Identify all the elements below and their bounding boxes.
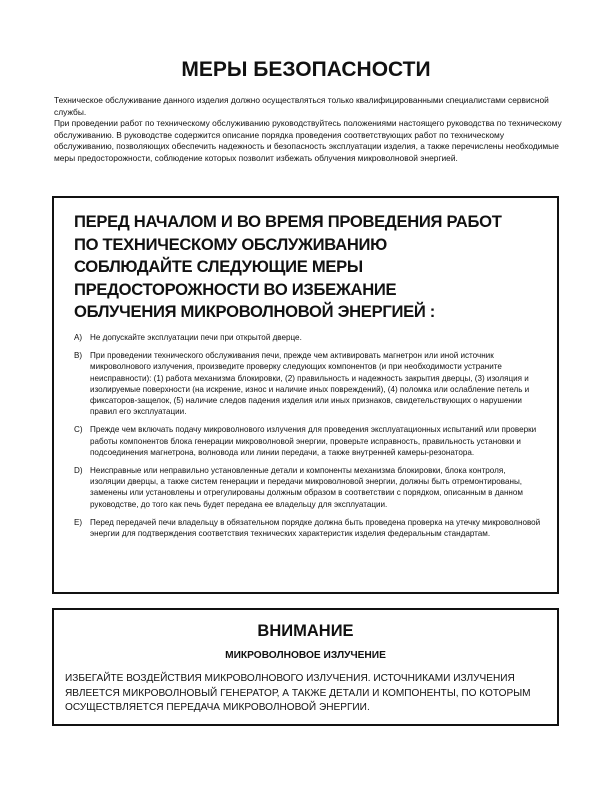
precaution-item-c (74, 424, 542, 458)
attention-text: ИЗБЕГАЙТЕ ВОЗДЕЙСТВИЯ МИКРОВОЛНОВОГО ИЗЛУЧЕНИЯ. ИСТОЧНИКАМИ ИЗЛУЧЕНИЯ ЯВЛЕЕТСЯ МИКРОВОЛНОВЫЙ ГЕНЕРАТОР, А ТАКЖЕ ДЕТАЛИ И КОМПОНЕНТЫ, ПО КОТОРЫМ ОСУЩЕСТВЛЯЕТСЯ ПЕРЕДАЧА МИКРОВОЛНОВОЙ ЭНЕРГИИ. (65, 673, 531, 713)
item-text: Перед передачей печи владельцу в обязательном порядке должна быть проведена проверка на утечку микроволновой энергии для подтверждения соответствия технических характеристик изделия федеральным стандартам. (90, 517, 541, 539)
precautions-heading-line: ОБЛУЧЕНИЯ МИКРОВОЛНОВОЙ ЭНЕРГИЕЙ : (74, 302, 435, 321)
item-text: Неисправные или неправильно установленные детали и компоненты механизма блокировки, блока контроля, изоляции дверцы, а также систем генерации и передачи микроволновой энергии, должны быть отремонтированы, заменены или установлены и отрегулированы должным образом в соответствии с порядком, описанным в данном руководстве, до того как печь будет передана ее владельцу для эксплуатации. (90, 466, 523, 509)
precautions-box (52, 196, 559, 594)
attention-title: ВНИМАНИЕ (257, 622, 354, 640)
precaution-item-e (74, 517, 542, 539)
precaution-item-b (74, 350, 542, 417)
precautions-heading-line: ПЕРЕД НАЧАЛОМ И ВО ВРЕМЯ ПРОВЕДЕНИЯ РАБОТ (74, 212, 502, 231)
item-letter: A) (74, 333, 83, 342)
intro-paragraph-qualified: Техническое обслуживание данного изделия должно осуществляться только квалифицированными специалистами сервисной службы. (54, 95, 549, 117)
item-text: Не допускайте эксплуатации печи при открытой дверце. (90, 333, 302, 342)
precautions-heading-line: СОБЛЮДАЙТЕ СЛЕДУЮЩИЕ МЕРЫ (74, 257, 363, 276)
attention-subtitle: МИКРОВОЛНОВОЕ ИЗЛУЧЕНИЕ (225, 650, 386, 661)
precautions-list (74, 332, 542, 546)
precaution-item-a (74, 332, 542, 343)
precautions-heading-line: ПО ТЕХНИЧЕСКОМУ ОБСЛУЖИВАНИЮ (74, 234, 387, 254)
intro-paragraph-manual: При проведении работ по техническому обслуживанию руководствуйтесь положениями настоящего руководства по техническому обслуживанию. В руководстве содержится описание порядка проведения соответствующих работ по техническому обслуживанию, позволяющих обеспечить надежность и безопасность эксплуатации изделия, а также перечислены необходимые меры предосторожности, соблюдение которых позволит избежать облучения микроволновой энергией. (54, 118, 562, 163)
intro-section (54, 95, 566, 164)
precaution-item-d (74, 465, 542, 510)
item-text: При проведении технического обслуживания печи, прежде чем активировать магнетрон или иной источник микроволнового излучения, произведите проверку следующих компонентов (и при необходимости устраните неисправности): (1) работа механизма блокировки, (2) правильность и надежность закрытия дверцы, (3) изоляция и изолируемые поверхности (на искрение, износ и наличие иных повреждений), (4) поломка или ослабление петель и фиксаторов-защелок, (5) наличие следов падения изделия или иных признаков, свидетельствующих о нарушении правил его эксплуатации. (90, 351, 530, 417)
item-text: Прежде чем включать подачу микроволнового излучения для проведения эксплуатационных испытаний или проверки работы компонентов блока генерации микроволновой энергии, проверьте исправность, правильность установки и подсоединения магнетрона, волновода или линии передачи, а также внутренней камеры-резонатора. (90, 425, 537, 457)
item-letter: B) (74, 351, 83, 361)
precautions-heading (74, 211, 544, 324)
precautions-heading-line: ПРЕДОСТОРОЖНОСТИ ВО ИЗБЕЖАНИЕ (74, 279, 397, 299)
item-letter: E) (74, 517, 83, 527)
page-title: МЕРЫ БЕЗОПАСНОСТИ (181, 58, 431, 81)
item-letter: C) (74, 425, 83, 435)
attention-box (52, 608, 559, 726)
item-letter: D) (74, 466, 83, 476)
